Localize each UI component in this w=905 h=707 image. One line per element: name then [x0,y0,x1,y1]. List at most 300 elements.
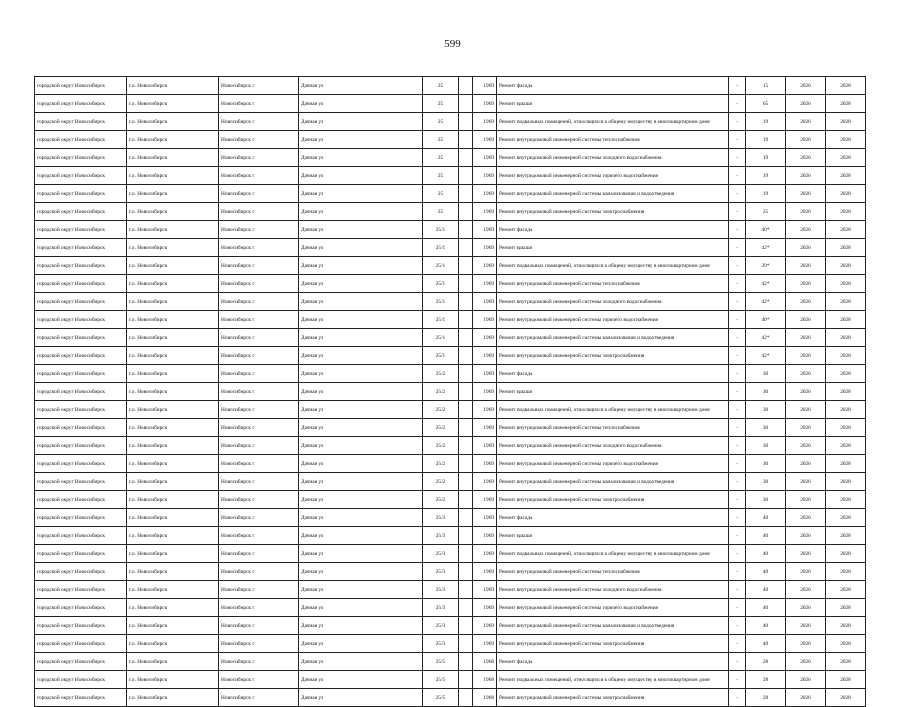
city-district-cell: г.о. Новосибирск [127,455,219,473]
quantity-cell: 40 [746,599,786,617]
repair-schedule-table [34,76,866,707]
building-cell [459,95,473,113]
house-number-cell: 25/1 [423,221,459,239]
street-cell: Дачная ул [299,653,423,671]
quantity-cell: 30 [746,455,786,473]
building-cell [459,509,473,527]
street-cell: Дачная ул [299,221,423,239]
city-district-cell: г.о. Новосибирск [127,347,219,365]
municipality-cell: городской округ Новосибирск [35,599,127,617]
building-cell [459,131,473,149]
house-number-cell: 25/3 [423,599,459,617]
house-number-cell: 25/5 [423,689,459,707]
municipality-cell: городской округ Новосибирск [35,77,127,95]
end-year-cell: 2028 [826,95,866,113]
dash-cell: - [729,275,746,293]
quantity-cell: 42* [746,329,786,347]
start-year-cell: 2026 [786,329,826,347]
street-cell: Дачная ул [299,293,423,311]
building-cell [459,527,473,545]
start-year-cell: 2026 [786,599,826,617]
house-number-cell: 25/2 [423,491,459,509]
table-row [35,149,866,167]
work-type-cell: Ремонт внутридомовой инженерной системы электроснабжения [497,689,729,707]
dash-cell: - [729,509,746,527]
house-number-cell: 25/3 [423,581,459,599]
end-year-cell: 2028 [826,455,866,473]
dash-cell: - [729,239,746,257]
start-year-cell: 2026 [786,221,826,239]
municipality-cell: городской округ Новосибирск [35,131,127,149]
street-cell: Дачная ул [299,311,423,329]
street-cell: Дачная ул [299,455,423,473]
locality-cell: Новосибирск г [219,347,299,365]
locality-cell: Новосибирск г [219,239,299,257]
dash-cell: - [729,581,746,599]
house-number-cell: 25 [423,77,459,95]
municipality-cell: городской округ Новосибирск [35,401,127,419]
year-cell: 1969 [473,113,497,131]
street-cell: Дачная ул [299,671,423,689]
locality-cell: Новосибирск г [219,491,299,509]
table-row [35,509,866,527]
dash-cell: - [729,437,746,455]
quantity-cell: 25 [746,203,786,221]
city-district-cell: г.о. Новосибирск [127,167,219,185]
city-district-cell: г.о. Новосибирск [127,329,219,347]
start-year-cell: 2026 [786,131,826,149]
house-number-cell: 25/2 [423,437,459,455]
dash-cell: - [729,545,746,563]
locality-cell: Новосибирск г [219,311,299,329]
table-row [35,185,866,203]
end-year-cell: 2028 [826,401,866,419]
municipality-cell: городской округ Новосибирск [35,365,127,383]
building-cell [459,455,473,473]
building-cell [459,203,473,221]
end-year-cell: 2028 [826,653,866,671]
building-cell [459,257,473,275]
work-type-cell: Ремонт фасада [497,221,729,239]
table-row [35,257,866,275]
street-cell: Дачная ул [299,131,423,149]
house-number-cell: 25/1 [423,311,459,329]
street-cell: Дачная ул [299,239,423,257]
dash-cell: - [729,383,746,401]
quantity-cell: 40 [746,617,786,635]
work-type-cell: Ремонт подвальных помещений, относящихся к общему имуществу в многоквартирном доме [497,401,729,419]
building-cell [459,419,473,437]
building-cell [459,77,473,95]
municipality-cell: городской округ Новосибирск [35,545,127,563]
quantity-cell: 19 [746,167,786,185]
city-district-cell: г.о. Новосибирск [127,185,219,203]
locality-cell: Новосибирск г [219,509,299,527]
year-cell: 1968 [473,671,497,689]
dash-cell: - [729,293,746,311]
dash-cell: - [729,95,746,113]
quantity-cell: 30 [746,365,786,383]
city-district-cell: г.о. Новосибирск [127,401,219,419]
table-row [35,113,866,131]
house-number-cell: 25/1 [423,239,459,257]
locality-cell: Новосибирск г [219,473,299,491]
year-cell: 1969 [473,311,497,329]
end-year-cell: 2028 [826,689,866,707]
municipality-cell: городской округ Новосибирск [35,437,127,455]
quantity-cell: 30 [746,401,786,419]
table-row [35,383,866,401]
start-year-cell: 2026 [786,149,826,167]
house-number-cell: 25 [423,167,459,185]
start-year-cell: 2026 [786,563,826,581]
locality-cell: Новосибирск г [219,113,299,131]
building-cell [459,581,473,599]
city-district-cell: г.о. Новосибирск [127,563,219,581]
house-number-cell: 25/5 [423,671,459,689]
dash-cell: - [729,599,746,617]
year-cell: 1969 [473,599,497,617]
table-row [35,311,866,329]
building-cell [459,401,473,419]
municipality-cell: городской округ Новосибирск [35,113,127,131]
end-year-cell: 2028 [826,563,866,581]
work-type-cell: Ремонт подвальных помещений, относящихся к общему имуществу в многоквартирном доме [497,671,729,689]
end-year-cell: 2028 [826,383,866,401]
end-year-cell: 2028 [826,347,866,365]
house-number-cell: 25/1 [423,329,459,347]
table-row [35,77,866,95]
year-cell: 1969 [473,185,497,203]
work-type-cell: Ремонт крыши [497,383,729,401]
dash-cell: - [729,329,746,347]
building-cell [459,329,473,347]
table-row [35,527,866,545]
quantity-cell: 40 [746,527,786,545]
dash-cell: - [729,527,746,545]
start-year-cell: 2026 [786,509,826,527]
city-district-cell: г.о. Новосибирск [127,671,219,689]
city-district-cell: г.о. Новосибирск [127,365,219,383]
table-row [35,95,866,113]
end-year-cell: 2028 [826,509,866,527]
year-cell: 1969 [473,563,497,581]
end-year-cell: 2028 [826,581,866,599]
work-type-cell: Ремонт внутридомовой инженерной системы горячего водоснабжения [497,167,729,185]
table-row [35,599,866,617]
locality-cell: Новосибирск г [219,203,299,221]
building-cell [459,437,473,455]
house-number-cell: 25 [423,131,459,149]
table-row [35,491,866,509]
dash-cell: - [729,419,746,437]
quantity-cell: 42* [746,293,786,311]
quantity-cell: 40* [746,221,786,239]
city-district-cell: г.о. Новосибирск [127,617,219,635]
building-cell [459,383,473,401]
municipality-cell: городской округ Новосибирск [35,491,127,509]
year-cell: 1969 [473,365,497,383]
table-row [35,401,866,419]
street-cell: Дачная ул [299,329,423,347]
start-year-cell: 2026 [786,653,826,671]
building-cell [459,185,473,203]
table-row [35,455,866,473]
house-number-cell: 25 [423,113,459,131]
table-row [35,167,866,185]
locality-cell: Новосибирск г [219,527,299,545]
municipality-cell: городской округ Новосибирск [35,95,127,113]
table-row [35,275,866,293]
dash-cell: - [729,185,746,203]
quantity-cell: 19 [746,131,786,149]
municipality-cell: городской округ Новосибирск [35,347,127,365]
municipality-cell: городской округ Новосибирск [35,671,127,689]
municipality-cell: городской округ Новосибирск [35,563,127,581]
end-year-cell: 2028 [826,527,866,545]
municipality-cell: городской округ Новосибирск [35,221,127,239]
building-cell [459,653,473,671]
locality-cell: Новосибирск г [219,671,299,689]
street-cell: Дачная ул [299,437,423,455]
work-type-cell: Ремонт внутридомовой инженерной системы теплоснабжения [497,131,729,149]
year-cell: 1969 [473,491,497,509]
work-type-cell: Ремонт внутридомовой инженерной системы холодного водоснабжения [497,437,729,455]
city-district-cell: г.о. Новосибирск [127,311,219,329]
locality-cell: Новосибирск г [219,275,299,293]
work-type-cell: Ремонт внутридомовой инженерной системы холодного водоснабжения [497,581,729,599]
city-district-cell: г.о. Новосибирск [127,653,219,671]
street-cell: Дачная ул [299,149,423,167]
dash-cell: - [729,167,746,185]
locality-cell: Новосибирск г [219,149,299,167]
dash-cell: - [729,671,746,689]
quantity-cell: 40* [746,311,786,329]
end-year-cell: 2028 [826,635,866,653]
locality-cell: Новосибирск г [219,689,299,707]
start-year-cell: 2026 [786,527,826,545]
municipality-cell: городской округ Новосибирск [35,617,127,635]
work-type-cell: Ремонт внутридомовой инженерной системы канализования и водоотведения [497,473,729,491]
house-number-cell: 25/3 [423,635,459,653]
quantity-cell: 30 [746,419,786,437]
locality-cell: Новосибирск г [219,221,299,239]
city-district-cell: г.о. Новосибирск [127,383,219,401]
end-year-cell: 2028 [826,185,866,203]
year-cell: 1969 [473,167,497,185]
end-year-cell: 2028 [826,437,866,455]
work-type-cell: Ремонт крыши [497,527,729,545]
year-cell: 1969 [473,347,497,365]
building-cell [459,149,473,167]
street-cell: Дачная ул [299,563,423,581]
end-year-cell: 2028 [826,257,866,275]
locality-cell: Новосибирск г [219,617,299,635]
end-year-cell: 2028 [826,77,866,95]
work-type-cell: Ремонт внутридомовой инженерной системы горячего водоснабжения [497,311,729,329]
quantity-cell: 28 [746,671,786,689]
building-cell [459,293,473,311]
house-number-cell: 25 [423,185,459,203]
city-district-cell: г.о. Новосибирск [127,239,219,257]
dash-cell: - [729,365,746,383]
start-year-cell: 2026 [786,383,826,401]
work-type-cell: Ремонт внутридомовой инженерной системы электроснабжения [497,347,729,365]
municipality-cell: городской округ Новосибирск [35,203,127,221]
quantity-cell: 42* [746,347,786,365]
house-number-cell: 25 [423,149,459,167]
end-year-cell: 2028 [826,149,866,167]
end-year-cell: 2028 [826,131,866,149]
work-type-cell: Ремонт фасада [497,509,729,527]
city-district-cell: г.о. Новосибирск [127,275,219,293]
city-district-cell: г.о. Новосибирск [127,527,219,545]
dash-cell: - [729,689,746,707]
table-row [35,365,866,383]
table-row [35,419,866,437]
year-cell: 1969 [473,473,497,491]
work-type-cell: Ремонт крыши [497,239,729,257]
locality-cell: Новосибирск г [219,581,299,599]
locality-cell: Новосибирск г [219,563,299,581]
year-cell: 1969 [473,455,497,473]
work-type-cell: Ремонт внутридомовой инженерной системы холодного водоснабжения [497,293,729,311]
table-row [35,653,866,671]
start-year-cell: 2026 [786,491,826,509]
end-year-cell: 2028 [826,599,866,617]
municipality-cell: городской округ Новосибирск [35,527,127,545]
street-cell: Дачная ул [299,167,423,185]
city-district-cell: г.о. Новосибирск [127,95,219,113]
work-type-cell: Ремонт внутридомовой инженерной системы горячего водоснабжения [497,455,729,473]
house-number-cell: 25/1 [423,293,459,311]
city-district-cell: г.о. Новосибирск [127,419,219,437]
year-cell: 1969 [473,419,497,437]
dash-cell: - [729,221,746,239]
table-row [35,329,866,347]
dash-cell: - [729,113,746,131]
quantity-cell: 42* [746,239,786,257]
municipality-cell: городской округ Новосибирск [35,239,127,257]
end-year-cell: 2028 [826,275,866,293]
street-cell: Дачная ул [299,635,423,653]
quantity-cell: 30 [746,383,786,401]
municipality-cell: городской округ Новосибирск [35,419,127,437]
year-cell: 1969 [473,401,497,419]
house-number-cell: 25/1 [423,347,459,365]
end-year-cell: 2028 [826,473,866,491]
street-cell: Дачная ул [299,689,423,707]
dash-cell: - [729,653,746,671]
dash-cell: - [729,311,746,329]
start-year-cell: 2026 [786,347,826,365]
year-cell: 1969 [473,257,497,275]
dash-cell: - [729,131,746,149]
street-cell: Дачная ул [299,365,423,383]
house-number-cell: 25/2 [423,401,459,419]
year-cell: 1969 [473,95,497,113]
city-district-cell: г.о. Новосибирск [127,635,219,653]
quantity-cell: 30 [746,491,786,509]
end-year-cell: 2028 [826,329,866,347]
street-cell: Дачная ул [299,527,423,545]
municipality-cell: городской округ Новосибирск [35,653,127,671]
building-cell [459,599,473,617]
year-cell: 1969 [473,635,497,653]
table-row [35,617,866,635]
street-cell: Дачная ул [299,77,423,95]
municipality-cell: городской округ Новосибирск [35,257,127,275]
house-number-cell: 25/2 [423,383,459,401]
municipality-cell: городской округ Новосибирск [35,383,127,401]
building-cell [459,347,473,365]
start-year-cell: 2026 [786,257,826,275]
city-district-cell: г.о. Новосибирск [127,437,219,455]
locality-cell: Новосибирск г [219,383,299,401]
work-type-cell: Ремонт внутридомовой инженерной системы электроснабжения [497,491,729,509]
work-type-cell: Ремонт внутридомовой инженерной системы электроснабжения [497,635,729,653]
work-type-cell: Ремонт внутридомовой инженерной системы холодного водоснабжения [497,149,729,167]
table-row [35,473,866,491]
year-cell: 1969 [473,527,497,545]
quantity-cell: 15 [746,77,786,95]
locality-cell: Новосибирск г [219,635,299,653]
end-year-cell: 2028 [826,419,866,437]
municipality-cell: городской округ Новосибирск [35,275,127,293]
quantity-cell: 40 [746,563,786,581]
dash-cell: - [729,455,746,473]
street-cell: Дачная ул [299,581,423,599]
building-cell [459,545,473,563]
street-cell: Дачная ул [299,95,423,113]
locality-cell: Новосибирск г [219,437,299,455]
work-type-cell: Ремонт подвальных помещений, относящихся к общему имуществу в многоквартирном доме [497,113,729,131]
table-row [35,221,866,239]
dash-cell: - [729,203,746,221]
end-year-cell: 2028 [826,365,866,383]
table-row [35,293,866,311]
house-number-cell: 25/2 [423,419,459,437]
locality-cell: Новосибирск г [219,167,299,185]
locality-cell: Новосибирск г [219,329,299,347]
table-row [35,437,866,455]
house-number-cell: 25/2 [423,473,459,491]
quantity-cell: 40 [746,581,786,599]
table-row [35,635,866,653]
municipality-cell: городской округ Новосибирск [35,473,127,491]
street-cell: Дачная ул [299,509,423,527]
city-district-cell: г.о. Новосибирск [127,221,219,239]
city-district-cell: г.о. Новосибирск [127,545,219,563]
house-number-cell: 25/5 [423,653,459,671]
locality-cell: Новосибирск г [219,95,299,113]
locality-cell: Новосибирск г [219,365,299,383]
city-district-cell: г.о. Новосибирск [127,149,219,167]
street-cell: Дачная ул [299,113,423,131]
street-cell: Дачная ул [299,257,423,275]
city-district-cell: г.о. Новосибирск [127,131,219,149]
year-cell: 1969 [473,437,497,455]
house-number-cell: 25 [423,203,459,221]
dash-cell: - [729,347,746,365]
city-district-cell: г.о. Новосибирск [127,491,219,509]
year-cell: 1969 [473,149,497,167]
quantity-cell: 39* [746,257,786,275]
municipality-cell: городской округ Новосибирск [35,689,127,707]
work-type-cell: Ремонт фасада [497,365,729,383]
work-type-cell: Ремонт фасада [497,77,729,95]
dash-cell: - [729,617,746,635]
